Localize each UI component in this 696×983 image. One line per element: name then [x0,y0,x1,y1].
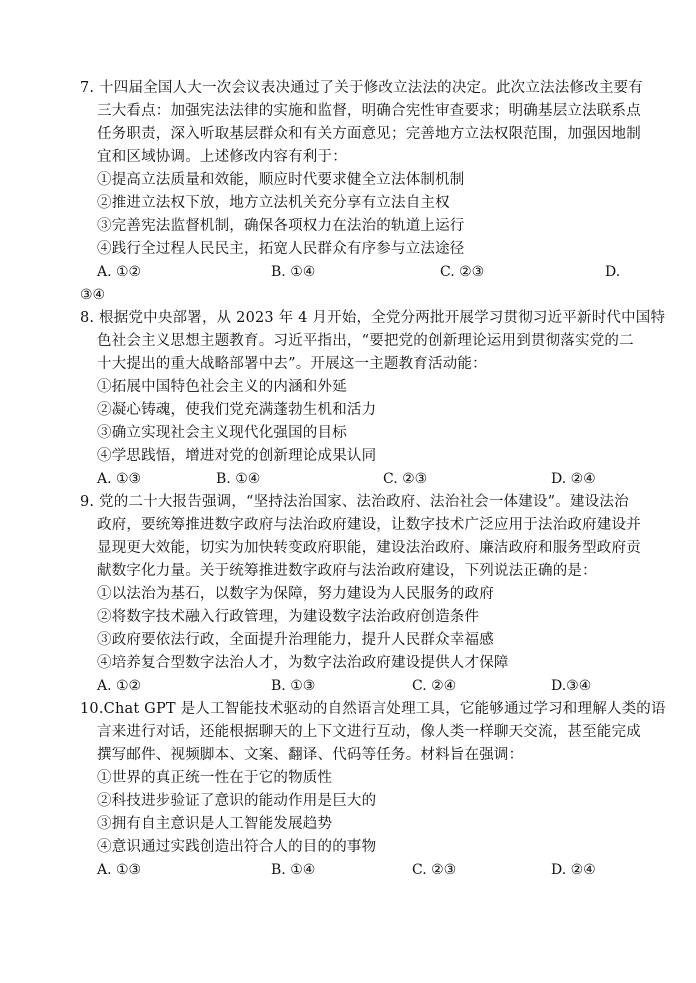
question-8-option-a: A. ①③ [97,471,142,487]
question-8-stem-line-2: 色社会主义思想主题教育。习近平指出，“要把党的创新理论运用到贯彻落实党的二 [97,333,634,349]
question-9-stem-line-4: 献数字化力量。关于统筹推进数字政府与法治政府建设，下列说法正确的是： [97,563,597,579]
question-7-item-3: ③完善宪法监督机制，确保各项权力在法治的轨道上运行 [97,218,465,234]
question-10-stem-line-2: 言来进行对话，还能根据聊天的上下文进行互动，像人类一样聊天交流，甚至能完成 [97,724,641,740]
question-9-item-2: ②将数字技术融入行政管理，为建设数字法治政府创造条件 [97,609,480,625]
question-8-stem-line-3: 十大提出的重大战略部署中去”。开展这一主题教育活动能： [97,356,487,372]
question-10-item-1: ①世界的真正统一性在于它的物质性 [97,770,333,786]
question-9-option-a: A. ①② [97,678,142,694]
question-8-item-3: ③确立实现社会主义现代化强国的目标 [97,425,347,441]
question-8-option-c: C. ②③ [383,471,428,487]
question-10-stem-line-3: 撰写邮件、视频脚本、文案、翻译、代码等任务。材料旨在强调： [97,747,524,763]
question-9-option-c: C. ②④ [412,678,457,694]
question-7-option-d-wrap: ③④ [80,287,106,303]
question-7-item-4: ④践行全过程人民民主，拓宽人民群众有序参与立法途径 [97,241,465,257]
question-9-option-d: D.③④ [551,678,592,694]
question-8-item-4: ④学思践悟，增进对党的创新理论成果认同 [97,448,377,464]
question-8-option-d: D. ②④ [551,471,596,487]
question-8-item-1: ①拓展中国特色社会主义的内涵和外延 [97,379,347,395]
question-9-stem-line-2: 政府，要统筹推进数字政府与法治政府建设，让数字技术广泛应用于法治政府建设并 [97,517,641,533]
question-10-option-c: C. ②③ [412,862,457,878]
question-9-stem-line-1: 9. 党的二十大报告强调，“坚持法治国家、法治政府、法治社会一体建设”。建设法治 [80,494,629,510]
question-7-option-b: B. ①④ [271,264,316,280]
question-9-option-b: B. ①③ [271,678,316,694]
question-7-stem-line-2: 三大看点：加强宪法法律的实施和监督，明确合宪性审查要求；明确基层立法联系点 [97,103,641,119]
question-10-item-4: ④意识通过实践创造出符合人的目的的事物 [97,839,377,855]
question-7-item-2: ②推进立法权下放，地方立法机关充分享有立法自主权 [97,195,450,211]
question-10-item-2: ②科技进步验证了意识的能动作用是巨大的 [97,793,377,809]
question-9-item-3: ③政府要依法行政，全面提升治理能力，提升人民群众幸福感 [97,632,494,648]
question-10-option-a: A. ①③ [97,862,142,878]
question-7-option-c: C. ②③ [440,264,485,280]
question-8-option-b: B. ①④ [216,471,261,487]
question-7-stem-line-3: 任务职责，深入听取基层群众和有关方面意见；完善地方立法权限范围，加强因地制 [97,126,641,142]
question-10-option-b: B. ①④ [271,862,316,878]
question-10-item-3: ③拥有自主意识是人工智能发展趋势 [97,816,333,832]
question-7-option-a: A. ①② [97,264,142,280]
question-7-stem-line-1: 7. 十四届全国人大一次会议表决通过了关于修改立法法的决定。此次立法法修改主要有 [80,80,643,96]
question-9-item-1: ①以法治为基石，以数字为保障，努力建设为人民服务的政府 [97,586,494,602]
question-9-stem-line-3: 显现更大效能，切实为加快转变政府职能，建设法治政府、廉洁政府和服务型政府贡 [97,540,641,556]
question-10-stem-line-1: 10.Chat GPT 是人工智能技术驱动的自然语言处理工具，它能够通过学习和理解人类的语 [80,701,666,717]
question-10-option-d: D. ②④ [551,862,596,878]
question-8-item-2: ②凝心铸魂，使我们党充满蓬勃生机和活力 [97,402,377,418]
question-7-option-d: D. [605,264,621,280]
question-9-item-4: ④培养复合型数字法治人才，为数字法治政府建设提供人才保障 [97,655,509,671]
question-8-stem-line-1: 8. 根据党中央部署，从 2023 年 4 月开始，全党分两批开展学习贯彻习近平新时代中国特 [80,310,666,326]
question-7-stem-line-4: 宜和区域协调。上述修改内容有利于： [97,149,347,165]
question-7-item-1: ①提高立法质量和效能，顺应时代要求健全立法体制机制 [97,172,465,188]
